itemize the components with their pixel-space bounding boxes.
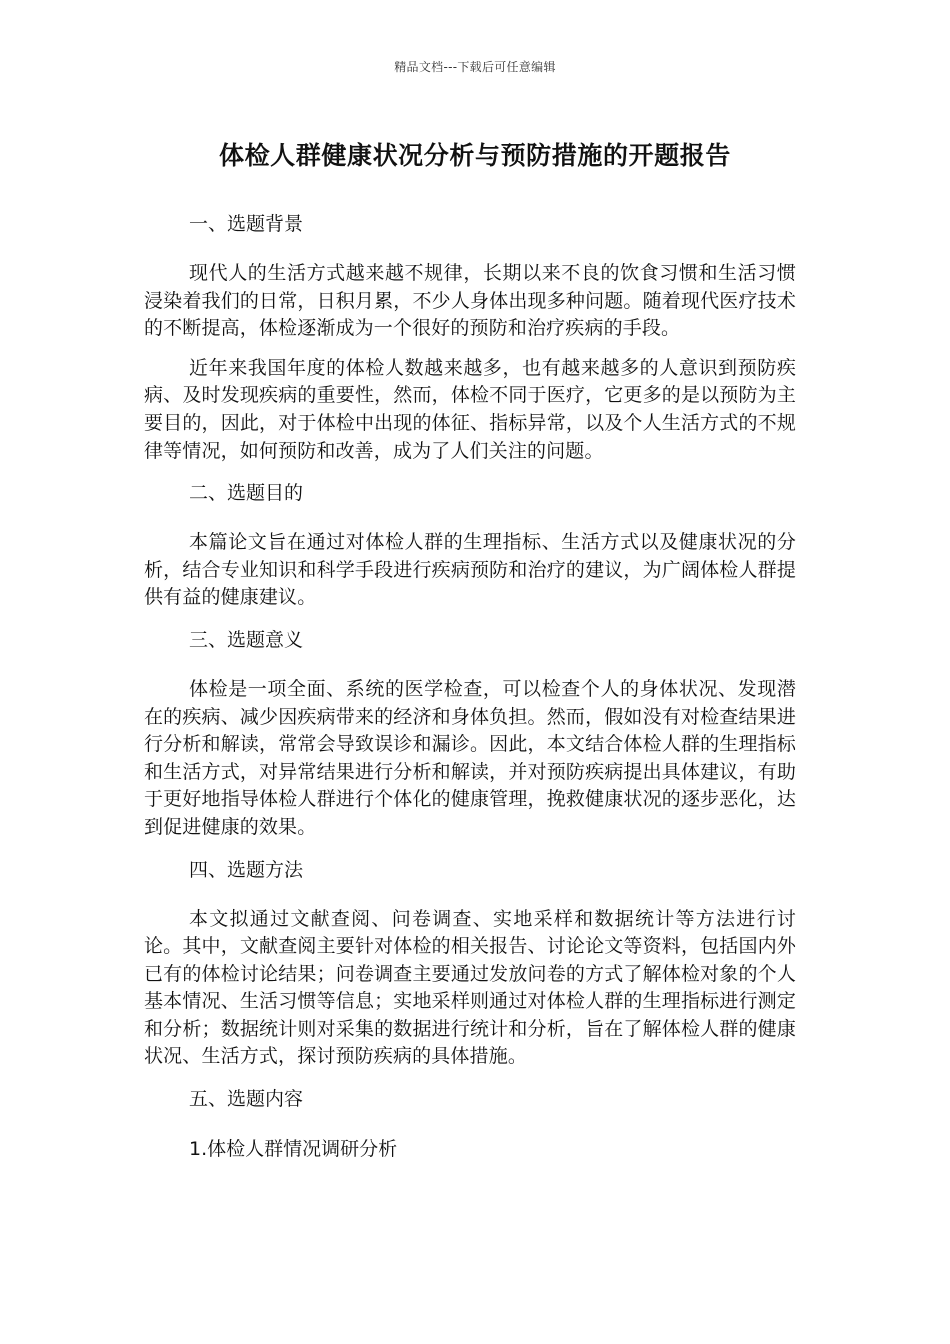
header-note: 精品文档---下载后可任意编辑 xyxy=(394,60,556,74)
paragraph-purpose: 本篇论文旨在通过对体检人群的生理指标、生活方式以及健康状况的分析，结合专业知识和科学手段进行疾病预防和治疗的建议，为广阔体检人群提供有益的健康建议。 xyxy=(144,531,796,609)
section-heading-method: 四、选题方法 xyxy=(189,858,304,881)
paragraph-background-1: 现代人的生活方式越来越不规律，长期以来不良的饮食习惯和生活习惯浸染着我们的日常，日积月累，不少人身体出现多种问题。随着现代医疗技术的不断提高，体检逐渐成为一个很好的预防和治疗疾病的手段。 xyxy=(144,262,796,340)
section-heading-background: 一、选题背景 xyxy=(189,213,304,235)
paragraph-background-2: 近年来我国年度的体检人数越来越多，也有越来越多的人意识到预防疾病、及时发现疾病的重要性，然而，体检不同于医疗，它更多的是以预防为主要目的，因此，对于体检中出现的体征、指标异常，以及个人生活方式的不规律等情况，如何预防和改善，成为了人们关注的问题。 xyxy=(144,356,796,462)
subheading-survey-analysis: 1.体检人群情况调研分析 xyxy=(189,1138,398,1161)
section-heading-content: 五、选题内容 xyxy=(189,1088,304,1111)
document-title: 体检人群健康状况分析与预防措施的开题报告 xyxy=(218,141,731,170)
section-heading-significance: 三、选题意义 xyxy=(189,628,304,651)
paragraph-method: 本文拟通过文献查阅、问卷调查、实地采样和数据统计等方法进行讨论。其中，文献查阅主要针对体检的相关报告、讨论论文等资料，包括国内外已有的体检讨论结果；问卷调查主要通过发放问卷的方式了解体检对象的个人基本情况、生活习惯等信息；实地采样则通过对体检人群的生理指标进行测定和分析；数据统计则对采集的数据进行统计和分析，旨在了解体检人群的健康状况、生活方式，探讨预防疾病的具体措施。 xyxy=(144,907,796,1068)
paragraph-significance: 体检是一项全面、系统的医学检查，可以检查个人的身体状况、发现潜在的疾病、减少因疾病带来的经济和身体负担。然而，假如没有对检查结果进行分析和解读，常常会导致误诊和漏诊。因此，本文结合体检人群的生理指标和生活方式，对异常结果进行分析和解读，并对预防疾病提出具体建议，有助于更好地指导体检人群进行个体化的健康管理，挽救健康状况的逐步恶化，达到促进健康的效果。 xyxy=(144,677,796,838)
document-body xyxy=(144,210,796,1185)
section-heading-purpose: 二、选题目的 xyxy=(189,482,304,505)
